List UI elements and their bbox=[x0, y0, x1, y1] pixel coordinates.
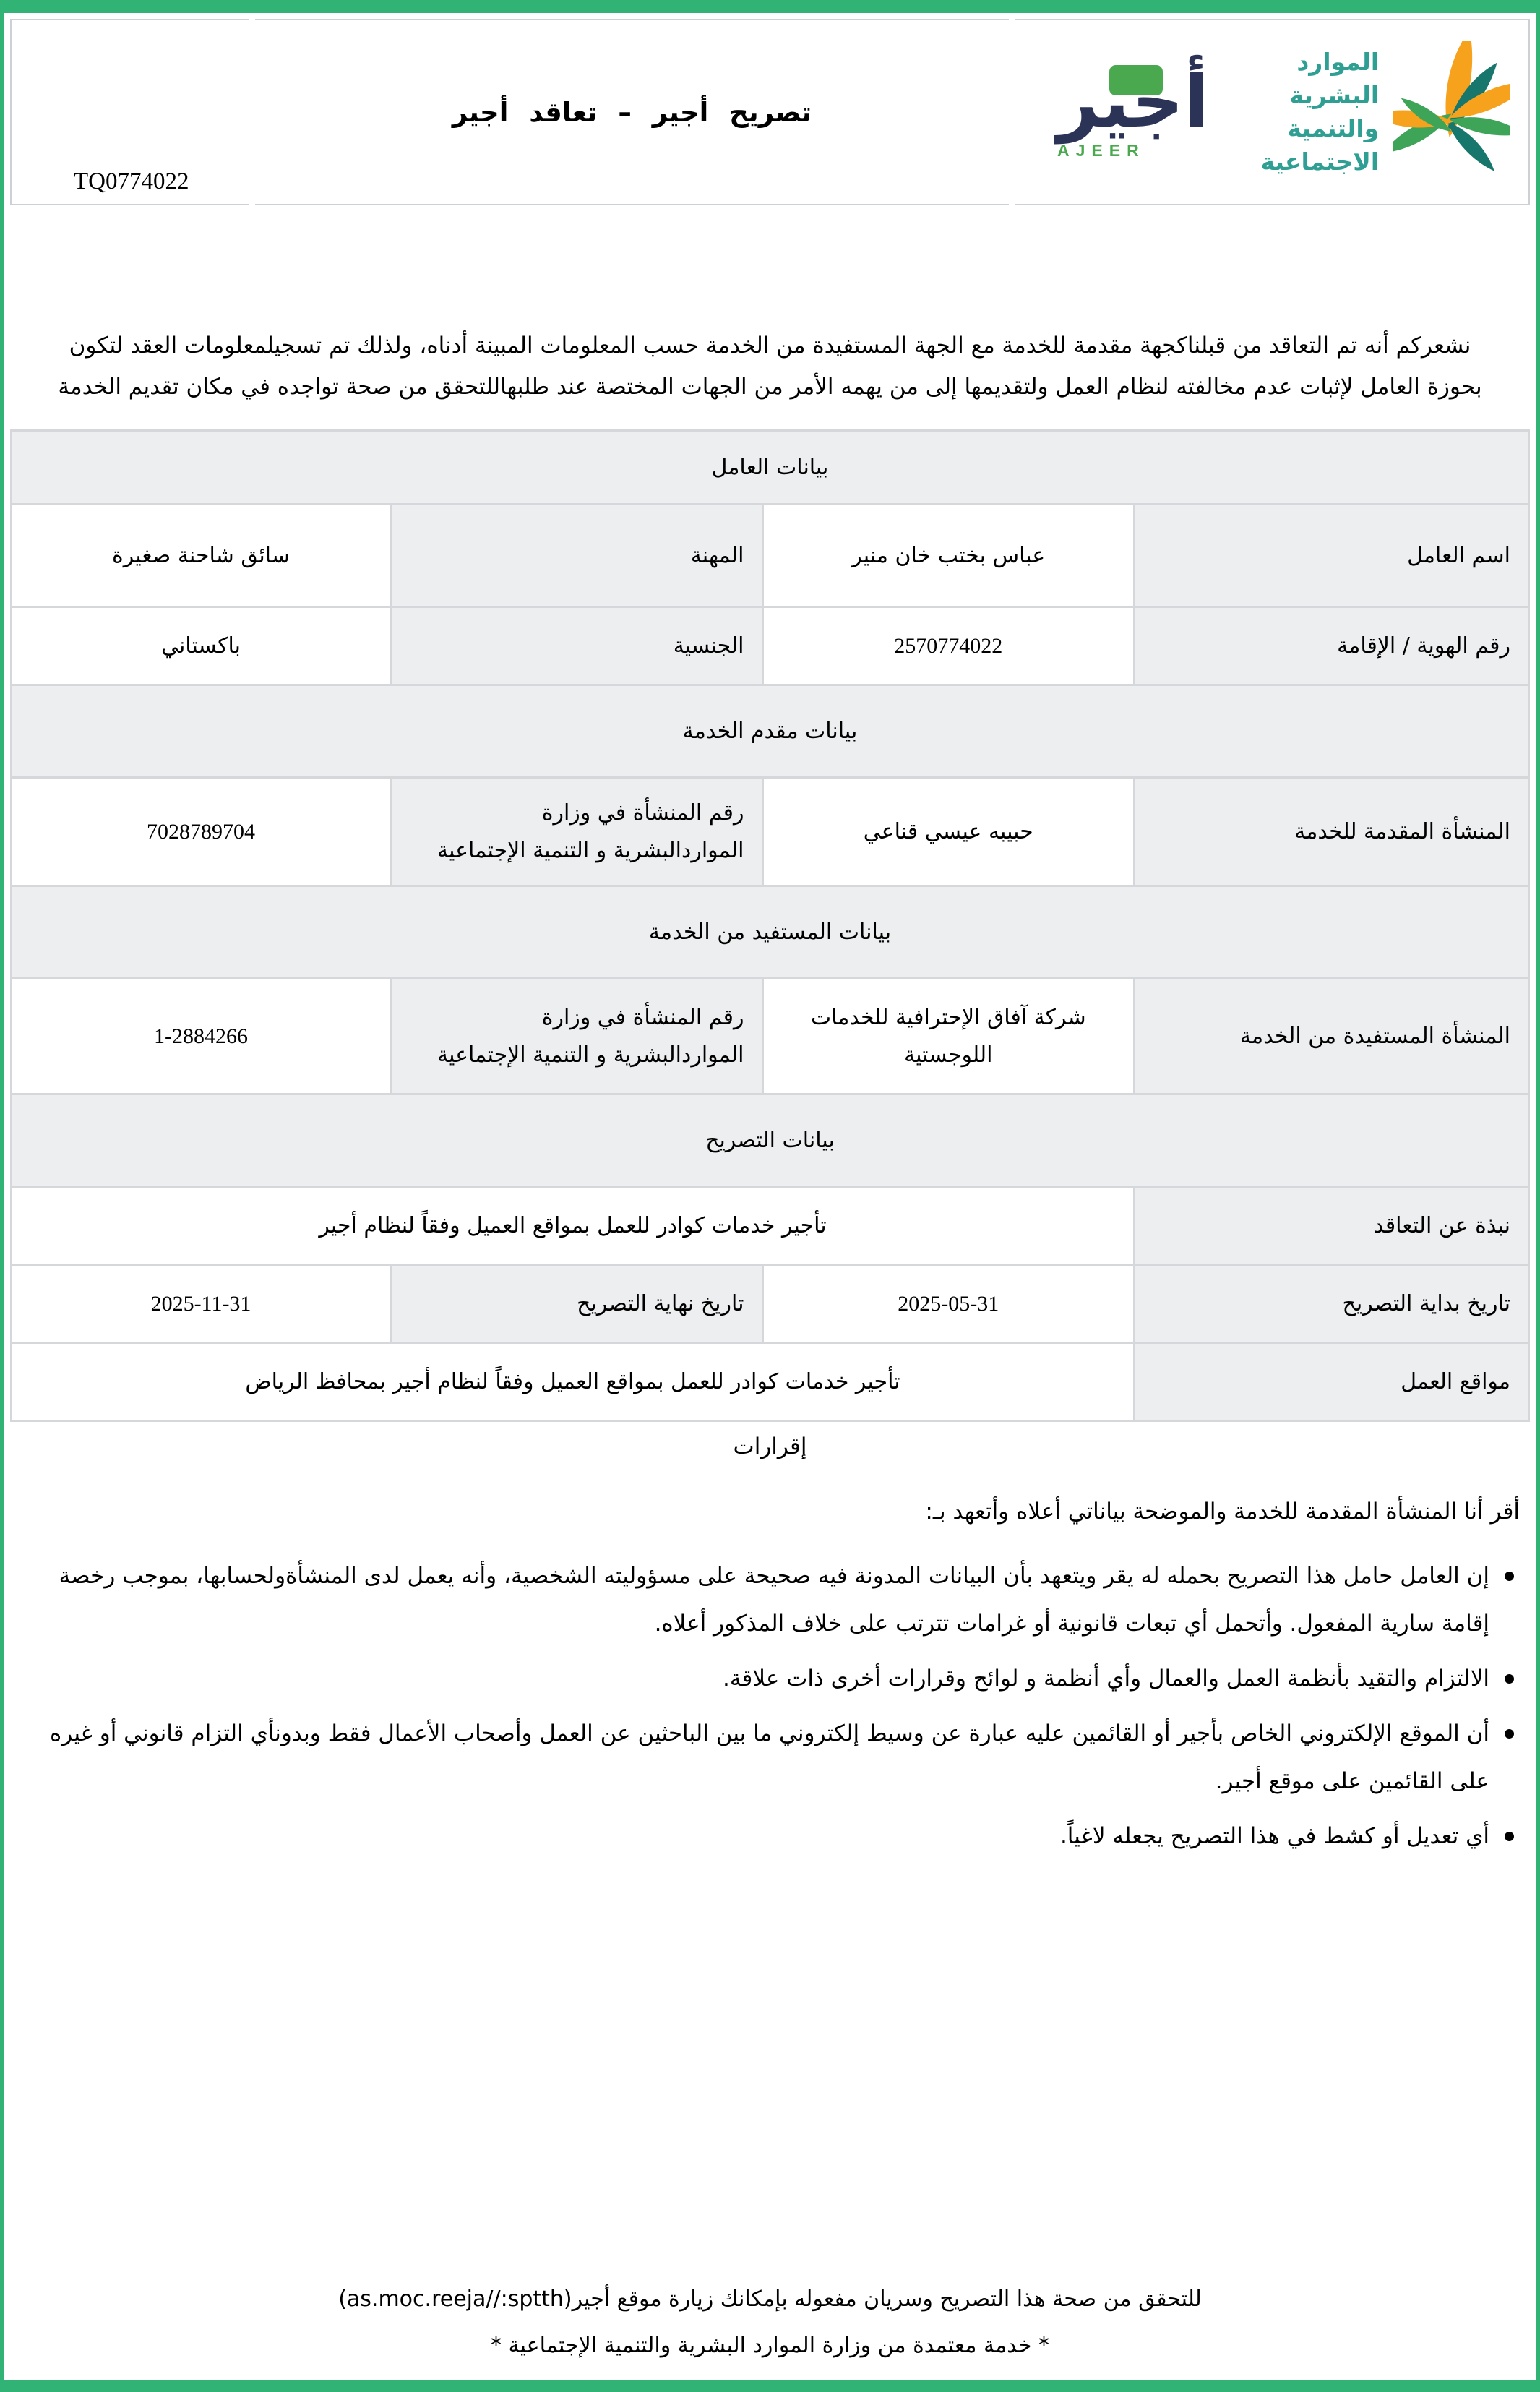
provider-name-label: المنشأة المقدمة للخدمة bbox=[1135, 778, 1529, 886]
ajeer-logo bbox=[1057, 59, 1209, 160]
intro-paragraph: نشعركم أنه تم التعاقد من قبلناكجهة مقدمة للخدمة مع الجهة المستفيدة من الخدمة حسب المعلومات المبينة أدناه، ولذلك تم تسجيلمعلومات العقد لتكون بحوزة العامل لإثبات عدم مخالفته لنظام العمل ولتقديمها إلى من يهمه الأمر من الجهات المختصة عند طلبهاللتحقق من صحة تواجده في مكان تقديم الخدمة bbox=[58, 333, 1482, 400]
bullet-icon bbox=[1505, 1674, 1514, 1684]
worker-id-label: رقم الهوية / الإقامة bbox=[1135, 607, 1529, 685]
declaration-item bbox=[17, 1655, 1523, 1702]
ministry-emblem-icon bbox=[1393, 41, 1510, 183]
declaration-text: أن الموقع الإلكتروني الخاص بأجير أو القائمين عليه عبارة عن وسيط إلكتروني ما بين الباحثين عن العمل وأصحاب الأعمال فقط وبدونأي التزام قانوني أو غيره على القائمين على موقع أجير. bbox=[49, 1720, 1489, 1794]
footer-certified-line: * خدمة معتمدة من وزارة الموارد البشرية والتنمية الإجتماعية * bbox=[491, 2333, 1049, 2358]
declarations-list bbox=[17, 1552, 1523, 1860]
ministry-logo-line2: والتنمية الاجتماعية bbox=[1260, 114, 1380, 176]
worker-name-value: عباس بختب خان منير bbox=[762, 505, 1135, 607]
page-title: تصريح أجير – تعاقد أجير bbox=[452, 96, 812, 128]
declaration-item bbox=[17, 1710, 1523, 1805]
section-header-beneficiary: بيانات المستفيد من الخدمة bbox=[12, 886, 1529, 979]
contract-about-value: تأجير خدمات كوادر للعمل بمواقع العميل وفقاً لنظام أجير bbox=[12, 1187, 1135, 1265]
beneficiary-number-value: 1-2884266 bbox=[12, 979, 391, 1094]
table-row bbox=[12, 1265, 1529, 1343]
ajeer-logo-latin: AJEER bbox=[1057, 141, 1145, 160]
document-footer bbox=[4, 2276, 1536, 2369]
table-row bbox=[12, 1187, 1529, 1265]
ajeer-logo-arabic: أجير bbox=[1057, 59, 1209, 144]
ministry-logo bbox=[1208, 41, 1510, 183]
declaration-text: أي تعديل أو كشط في هذا التصريح يجعله لاغياً. bbox=[1059, 1823, 1489, 1849]
section-header-permit: بيانات التصريح bbox=[12, 1094, 1529, 1187]
declaration-text: إن العامل حامل هذا التصريح بحمله له يقر ويتعهد بأن البيانات المدونة فيه صحيحة على مسؤوليته الشخصية، وأنه يعمل لدى المنشأةولحسابها، بموجب رخصة إقامة سارية المفعول. وأتحمل أي تبعات قانونية أو غرامات تترتب على خلاف المذكور أعلاه. bbox=[59, 1563, 1489, 1637]
bullet-icon bbox=[1505, 1572, 1514, 1581]
section-header-worker: بيانات العامل bbox=[12, 431, 1529, 505]
worker-id-value: 2570774022 bbox=[762, 607, 1135, 685]
start-date-value: 2025-05-31 bbox=[762, 1265, 1135, 1343]
permit-number-box bbox=[10, 19, 249, 205]
beneficiary-number-label: رقم المنشأة في وزارة المواردالبشرية و التنمية الإجتماعية bbox=[391, 979, 763, 1094]
declaration-text: الالتزام والتقيد بأنظمة العمل والعمال وأي أنظمة و لوائح وقرارات أخرى ذات علاقة. bbox=[723, 1666, 1489, 1692]
profession-label: المهنة bbox=[391, 505, 763, 607]
section-row-worker bbox=[12, 431, 1529, 505]
declarations-heading: إقرارات bbox=[733, 1433, 807, 1459]
declaration-item bbox=[17, 1552, 1523, 1647]
worker-name-label: اسم العامل bbox=[1135, 505, 1529, 607]
ajeer-logo-arabic-wrap bbox=[1057, 59, 1209, 144]
declaration-item bbox=[17, 1812, 1523, 1860]
provider-name-value: حبيبه عيسي قناعي bbox=[762, 778, 1135, 886]
beneficiary-name-label: المنشأة المستفيدة من الخدمة bbox=[1135, 979, 1529, 1094]
work-locations-value: تأجير خدمات كوادر للعمل بمواقع العميل وفقاً لنظام أجير بمحافظ الرياض bbox=[12, 1343, 1135, 1421]
section-row-beneficiary bbox=[12, 886, 1529, 979]
footer-verification-line: للتحقق من صحة هذا التصريح وسريان مفعوله بإمكانك زيارة موقع أجير(as.moc.reeja//:sptth) bbox=[338, 2286, 1202, 2312]
section-row-permit bbox=[12, 1094, 1529, 1187]
table-row bbox=[12, 1343, 1529, 1421]
ministry-logo-line1: الموارد البشرية bbox=[1289, 48, 1380, 109]
table-row bbox=[12, 979, 1529, 1094]
provider-number-label: رقم المنشأة في وزارة المواردالبشرية و التنمية الإجتماعية bbox=[391, 778, 763, 886]
table-row bbox=[12, 505, 1529, 607]
nationality-label: الجنسية bbox=[391, 607, 763, 685]
document-header bbox=[10, 19, 1530, 205]
profession-value: سائق شاحنة صغيرة bbox=[12, 505, 391, 607]
end-date-value: 2025-11-31 bbox=[12, 1265, 391, 1343]
contract-about-label: نبذة عن التعاقد bbox=[1135, 1187, 1529, 1265]
title-box bbox=[255, 19, 1009, 205]
bullet-icon bbox=[1505, 1832, 1514, 1841]
beneficiary-name-value: شركة آفاق الإحترافية للخدمات اللوجستية bbox=[762, 979, 1135, 1094]
section-row-provider bbox=[12, 685, 1529, 778]
section-header-provider: بيانات مقدم الخدمة bbox=[12, 685, 1529, 778]
provider-number-value: 7028789704 bbox=[12, 778, 391, 886]
work-locations-label: مواقع العمل bbox=[1135, 1343, 1529, 1421]
bullet-icon bbox=[1505, 1729, 1514, 1739]
table-row bbox=[12, 778, 1529, 886]
ministry-logo-text bbox=[1208, 46, 1379, 179]
permit-number: TQ0774022 bbox=[74, 168, 189, 194]
declarations-intro: أقر أنا المنشأة المقدمة للخدمة والموضحة بياناتي أعلاه وأتعهد بـ: bbox=[925, 1499, 1520, 1525]
table-row bbox=[12, 607, 1529, 685]
nationality-value: باكستاني bbox=[12, 607, 391, 685]
start-date-label: تاريخ بداية التصريح bbox=[1135, 1265, 1529, 1343]
end-date-label: تاريخ نهاية التصريح bbox=[391, 1265, 763, 1343]
logos-box bbox=[1015, 19, 1530, 205]
permit-table bbox=[10, 429, 1530, 1422]
